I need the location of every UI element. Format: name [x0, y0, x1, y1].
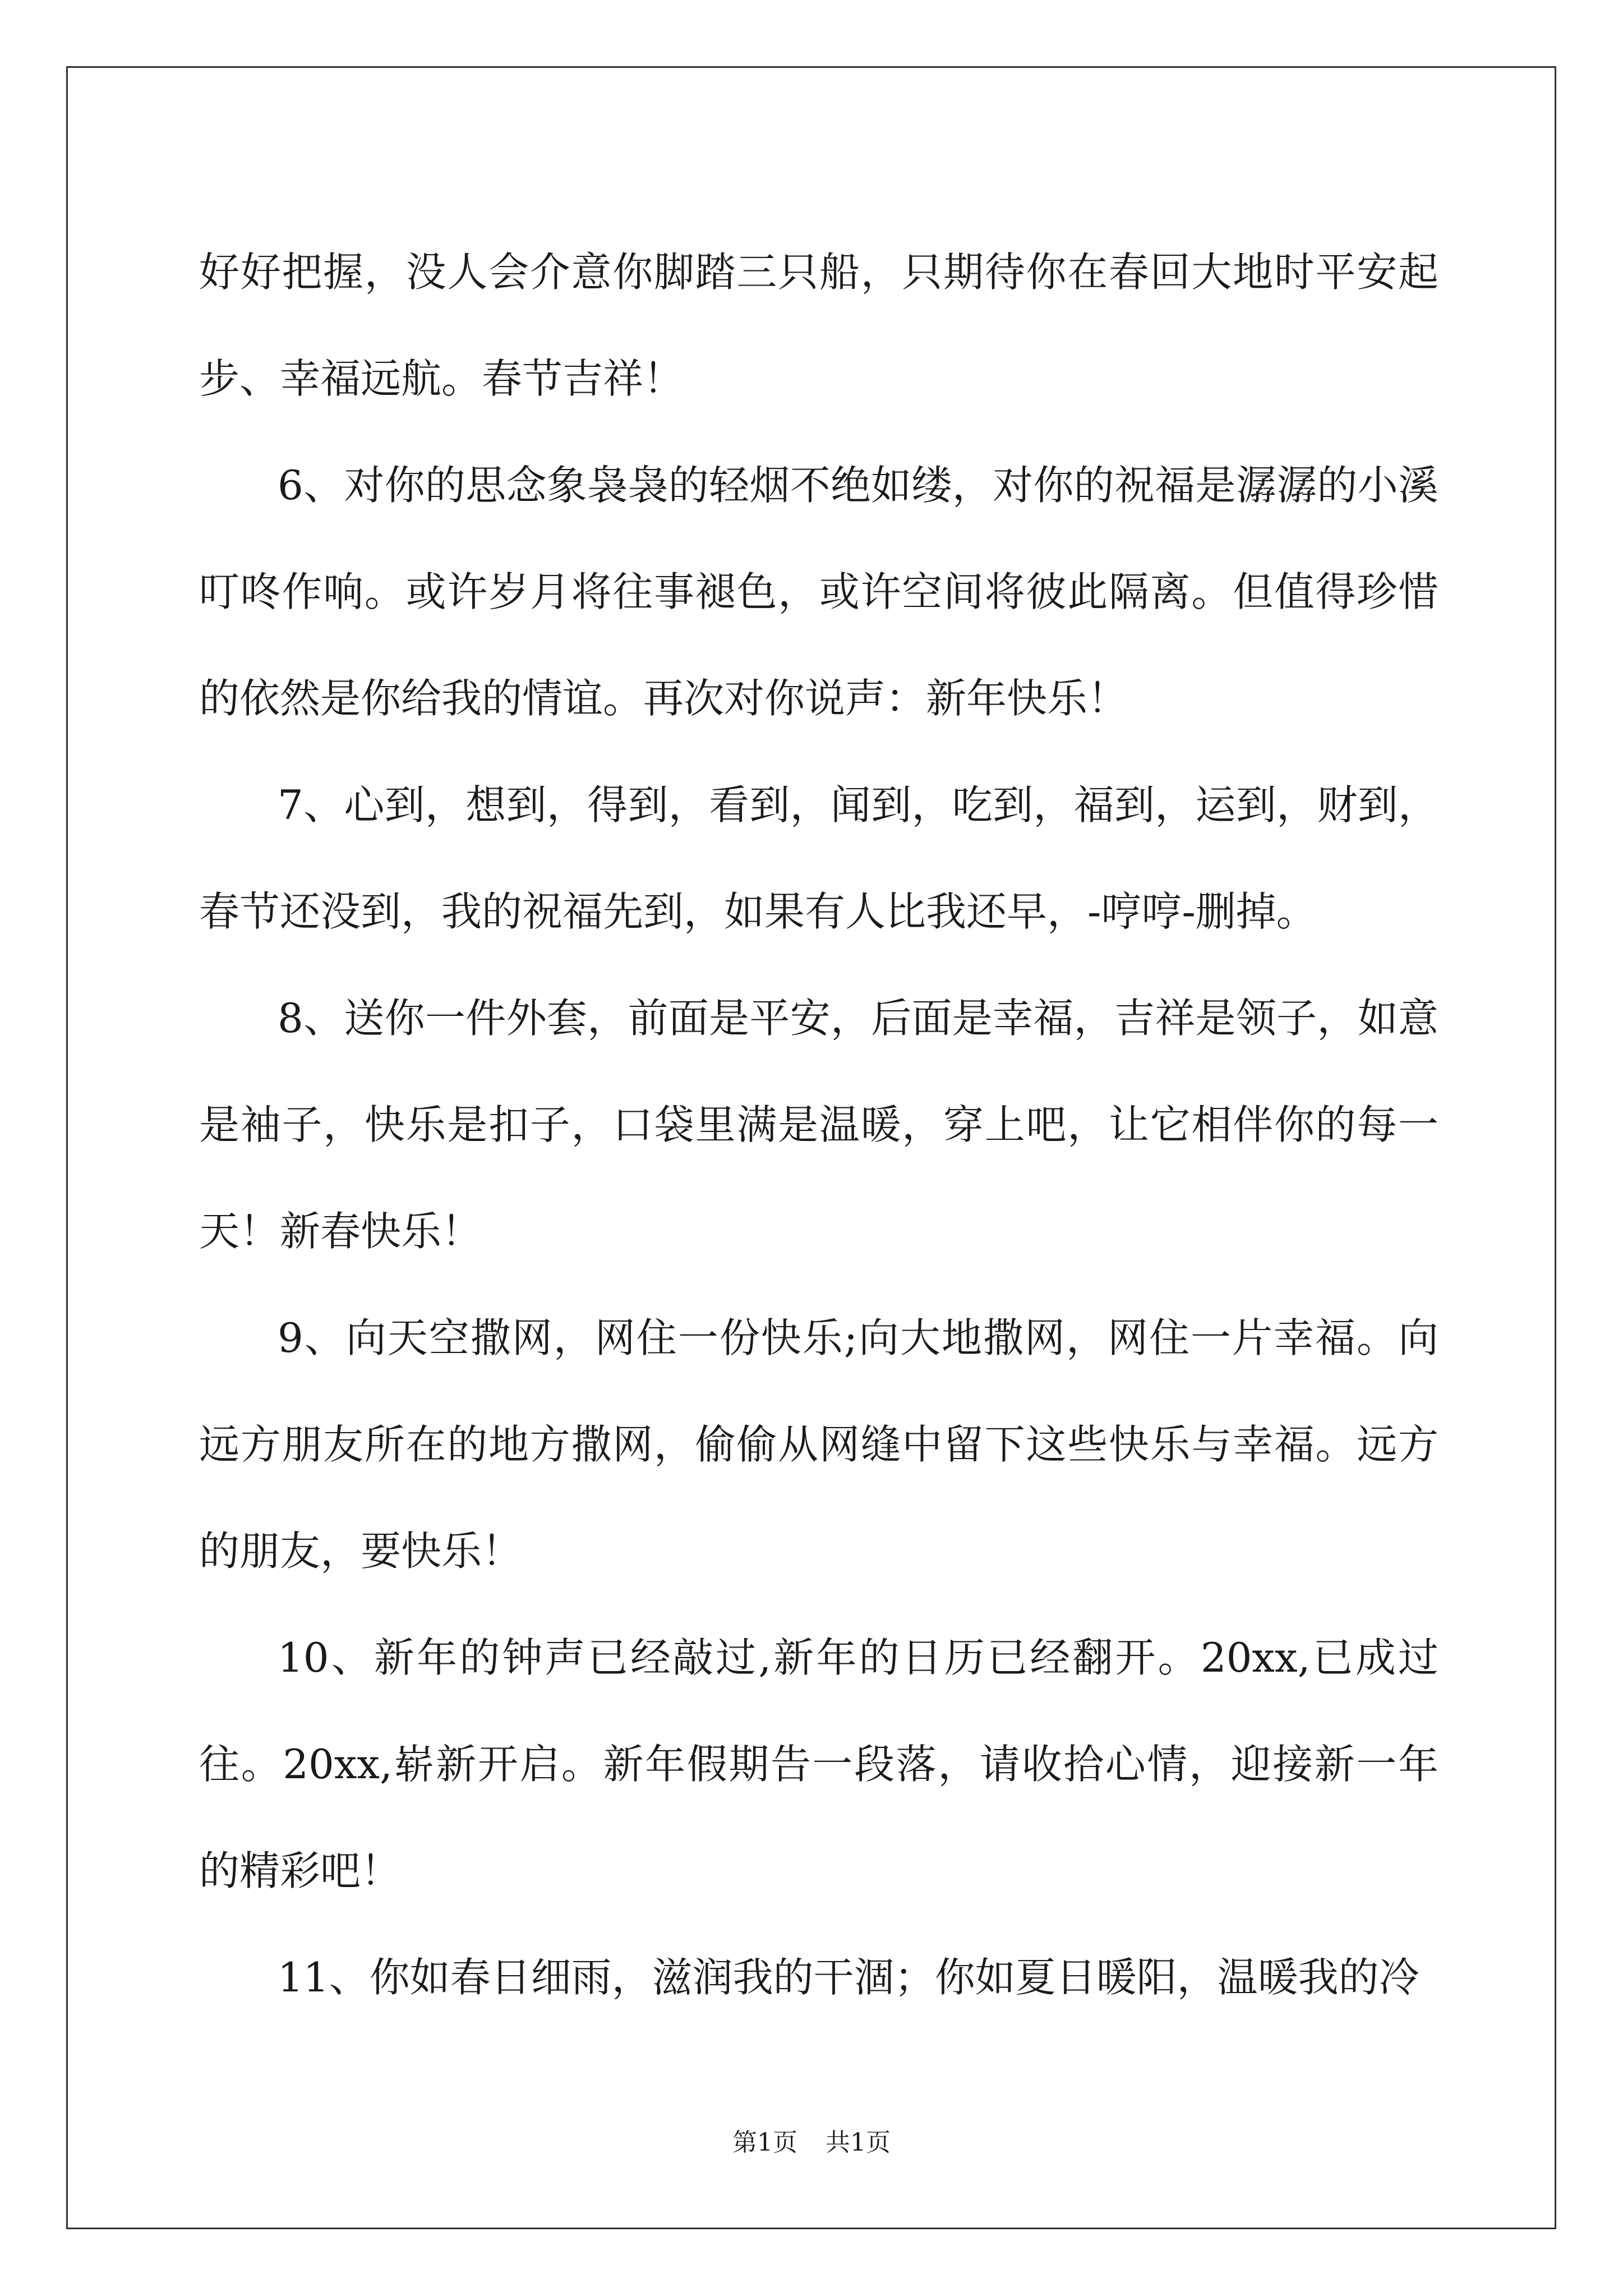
paragraph-1: 好好把握，没人会介意你脚踏三只船，只期待你在春回大地时平安起步、幸福远航。春节吉祥！	[199, 249, 1438, 402]
paragraph-4: 8、送你一件外套，前面是平安，后面是幸福，吉祥是领子，如意是袖子，快乐是扣子，口袋里满是温暖，穿上吧，让它相伴你的每一天！新春快乐！	[199, 995, 1438, 1255]
paragraph-7: 11、你如春日细雨，滋润我的干涸；你如夏日暖阳，温暖我的冷	[278, 1954, 1419, 2001]
paragraph-6: 10、新年的钟声已经敲过,新年的日历已经翻开。20xx,已成过往。20xx,崭新开启。新年假期告一段落，请收拾心情，迎接新一年的精彩吧！	[199, 1634, 1438, 1894]
page-number-total: 共1页	[826, 2128, 891, 2157]
document-body	[199, 219, 1438, 2031]
page-number-current: 第1页	[732, 2128, 797, 2157]
paragraph-3: 7、心到，想到，得到，看到，闻到，吃到，福到，运到，财到，春节还没到，我的祝福先到，如果有人比我还早，-哼哼-删掉。	[199, 781, 1438, 935]
paragraph-2: 6、对你的思念象袅袅的轻烟不绝如缕，对你的祝福是潺潺的小溪叮咚作响。或许岁月将往事褪色，或许空间将彼此隔离。但值得珍惜的依然是你给我的情谊。再次对你说声：新年快乐！	[199, 462, 1438, 722]
paragraph-5: 9、向天空撒网，网住一份快乐;向大地撒网，网住一片幸福。向远方朋友所在的地方撒网，偷偷从网缝中留下这些快乐与幸福。远方的朋友，要快乐！	[199, 1314, 1438, 1575]
page-footer	[0, 2126, 1623, 2160]
